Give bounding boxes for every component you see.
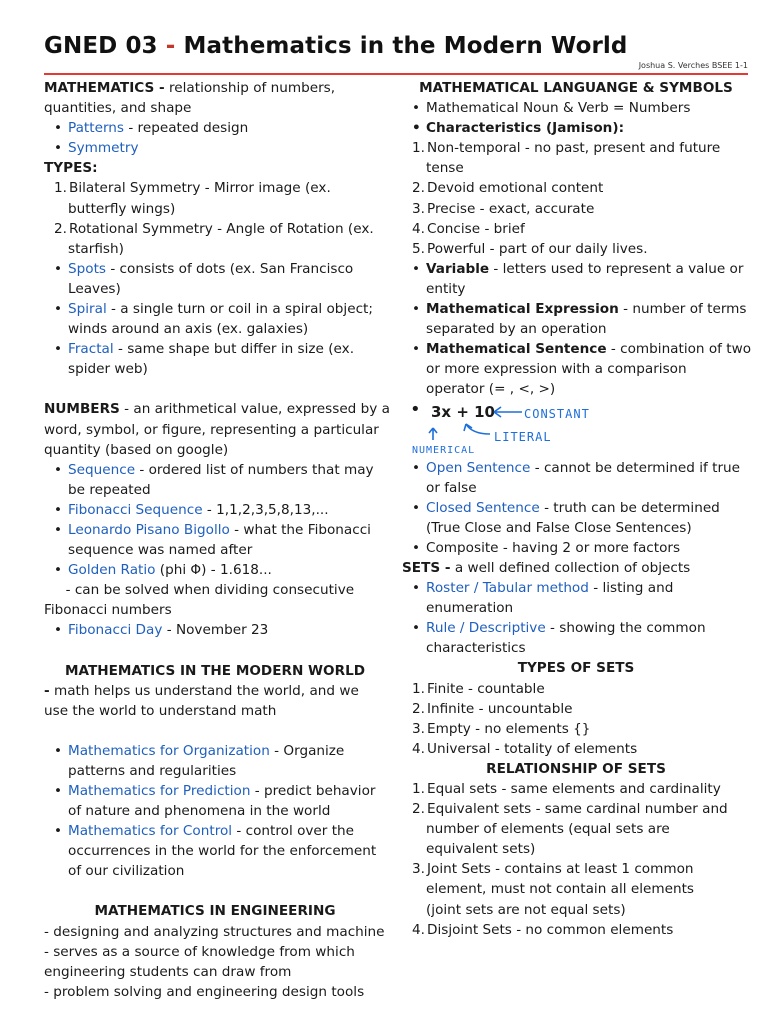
list-item-closed-sentence: • Closed Sentence - truth can be determined	[402, 498, 750, 518]
list-item-organization: • Mathematics for Organization - Organize	[44, 741, 386, 761]
list-item-concise: 4. Concise - brief	[412, 220, 525, 237]
list-item-precise: 3. Precise - exact, accurate	[412, 200, 595, 217]
list-item-fibonacci-day: • Fibonacci Day - November 23	[44, 620, 386, 640]
types-of-sets-heading: TYPES OF SETS	[517, 660, 635, 677]
numbers-definition: NUMBERS - an arithmetical value, expressed by a	[44, 401, 390, 418]
list-item-joint-sets: 3. Joint Sets - contains at least 1 common	[412, 861, 694, 878]
list-item-sentence: • Mathematical Sentence - combination of two	[402, 339, 750, 359]
list-item-infinite: 2. Infinite - uncountable	[412, 700, 573, 717]
list-item-devoid: 2. Devoid emotional content	[412, 180, 604, 197]
constant-label: CONSTANT	[524, 406, 590, 421]
list-item-expression: • Mathematical Expression - number of terms	[402, 299, 750, 319]
list-item-golden-ratio: • Golden Ratio (phi Φ) - 1.618...	[44, 560, 386, 580]
numerical-label: NUMERICAL	[412, 444, 476, 456]
list-item-finite: 1. Finite - countable	[412, 680, 545, 697]
characteristics-heading: • Characteristics (Jamison):	[402, 118, 750, 138]
list-item-rotational: 2. Rotational Symmetry - Angle of Rotation (ex.	[54, 220, 374, 237]
author-label: Joshua S. Verches BSEE 1-1	[638, 61, 748, 70]
engineering-line: - problem solving and engineering design tools	[44, 983, 365, 1000]
mathematics-definition: MATHEMATICS - relationship of numbers,	[44, 80, 336, 96]
list-item-noun-verb: • Mathematical Noun & Verb = Numbers	[402, 98, 750, 118]
list-item-equal-sets: 1. Equal sets - same elements and cardinality	[412, 781, 721, 797]
handwritten-example: • 3x + 10 CONSTANT LITERAL NUMERICAL	[402, 400, 750, 458]
engineering-line: - serves as a source of knowledge from which	[44, 943, 355, 960]
list-item-empty: 3. Empty - no elements {}	[412, 720, 591, 737]
list-item-composite: • Composite - having 2 or more factors	[402, 538, 750, 558]
list-item-universal: 4. Universal - totality of elements	[412, 740, 638, 757]
engineering-line: - designing and analyzing structures and machine	[44, 923, 385, 940]
list-item-variable: • Variable - letters used to represent a value or	[402, 259, 750, 279]
relationship-heading: RELATIONSHIP OF SETS	[486, 760, 666, 777]
list-item-spots: • Spots - consists of dots (ex. San Francisco	[44, 259, 386, 279]
modern-world-heading: MATHEMATICS IN THE MODERN WORLD	[64, 662, 366, 679]
list-item-equivalent-sets: 2. Equivalent sets - same cardinal number and	[412, 801, 728, 818]
list-item-disjoint-sets: 4. Disjoint Sets - no common elements	[412, 921, 674, 938]
list-item-control: • Mathematics for Control - control over the	[44, 821, 386, 841]
modern-world-text: - math helps us understand the world, and we	[44, 682, 359, 699]
list-item-bilateral: 1. Bilateral Symmetry - Mirror image (ex.	[54, 180, 331, 197]
left-column: MATHEMATICS - relationship of numbers, quantities, and shape • Patterns - repeated design • Symmetry TYPES: 1. Bilateral Symmetry - Mirror image (ex. butterfly wings) 2. Rotational Symmetry - Angle of Rotation (ex. starfish) • Spots - consists of dots (ex. San Francisco Leaves) • Spiral - a single turn or coil in a spiral object; winds around an axis (ex. galaxies) • Fractal - same shape but differ in size (ex. spider web) NUMBERS - an arithmetical value, expressed by a word, symbol, or figure, representing a particular quantity (based on google) • Sequence - ordered list of numbers that may be repeated • Fibonacci Sequence - 1,1,2,3,5,8,13,... • Leonardo Pisano Bigollo - what the Fibonacci sequence was named after • Golden Ratio (phi Φ) - 1.618... - can be solved when dividing consecutive Fibonacci numbers • Fibonacci Day - November 23 MATHEMATICS IN THE MODERN WORLD - math helps us understand the world, and we use the world to understand math • Mathematics for Organization - Organize patterns and regularities • Mathematics for Prediction - predict behavior of nature and phenomena in the world • Mathematics for Control - control over the occurrences in the world for the enforcement of our civilization MATHEMATICS IN ENGINEERING - designing and analyzing structures and machine - serves as a source of knowledge from which engineering students can draw from - problem solving and engineering design tools	[44, 78, 386, 1002]
right-column: MATHEMATICAL LANGUANGE & SYMBOLS • Mathematical Noun & Verb = Numbers • Characteristics (Jamison): 1. Non-temporal - no past, present and future tense 2. Devoid emotional content 3. Precise - exact, accurate 4. Concise - brief 5. Powerful - part of our daily lives. • Variable - letters used to represent a value or entity • Mathematical Expression - number of terms separated by an operation • Mathematical Sentence - combination of two or more expression with a comparison operator (= , <, >) • 3x + 10 CONSTANT LITERAL NUMERICAL • Open Sentence - cannot be determined if true or false • Closed Sentence - truth can be determined (True Close and False Close Sentences) • Composite - having 2 or more factors SETS - a well defined collection of objects • Roster / Tabular method - listing and enumeration • Rule / Descriptive - showing the common characteristics TYPES OF SETS 1. Finite - countable 2. Infinite - uncountable 3. Empty - no elements {} 4. Universal - totality of elements RELATIONSHIP OF SETS 1. Equal sets - same elements and cardinality 2. Equivalent sets - same cardinal number and number of elements (equal sets are equivalent sets) 3. Joint Sets - contains at least 1 common element, must not contain all elements (joint sets are not equal sets) 4. Disjoint Sets - no common elements	[402, 78, 750, 940]
list-item-spiral: • Spiral - a single turn or coil in a spiral object;	[44, 299, 386, 319]
list-item-rule: • Rule / Descriptive - showing the common	[402, 618, 750, 638]
list-item-sequence: • Sequence - ordered list of numbers that may	[44, 460, 386, 480]
engineering-heading: MATHEMATICS IN ENGINEERING	[94, 903, 336, 920]
example-expression: 3x + 10	[431, 402, 495, 421]
list-item-leonardo: • Leonardo Pisano Bigollo - what the Fibonacci	[44, 520, 386, 540]
list-item-non-temporal: 1. Non-temporal - no past, present and future	[412, 140, 721, 157]
list-item-roster: • Roster / Tabular method - listing and	[402, 578, 750, 598]
page-title: GNED 03 - Mathematics in the Modern World	[44, 33, 628, 59]
list-item-powerful: 5. Powerful - part of our daily lives.	[412, 240, 648, 257]
list-item-patterns: • Patterns - repeated design	[44, 118, 386, 138]
types-heading: TYPES:	[44, 160, 98, 177]
list-item-symmetry: • Symmetry	[44, 138, 386, 158]
literal-label: LITERAL	[494, 429, 552, 444]
title-underline	[44, 73, 748, 75]
sets-definition: SETS - a well defined collection of objects	[402, 559, 691, 576]
list-item-fractal: • Fractal - same shape but differ in size (ex.	[44, 339, 386, 359]
language-heading: MATHEMATICAL LANGUANGE & SYMBOLS	[419, 80, 733, 96]
list-item-open-sentence: • Open Sentence - cannot be determined if true	[402, 458, 750, 478]
list-item-prediction: • Mathematics for Prediction - predict behavior	[44, 781, 386, 801]
list-item-fibonacci-sequence: • Fibonacci Sequence - 1,1,2,3,5,8,13,...	[44, 500, 386, 520]
